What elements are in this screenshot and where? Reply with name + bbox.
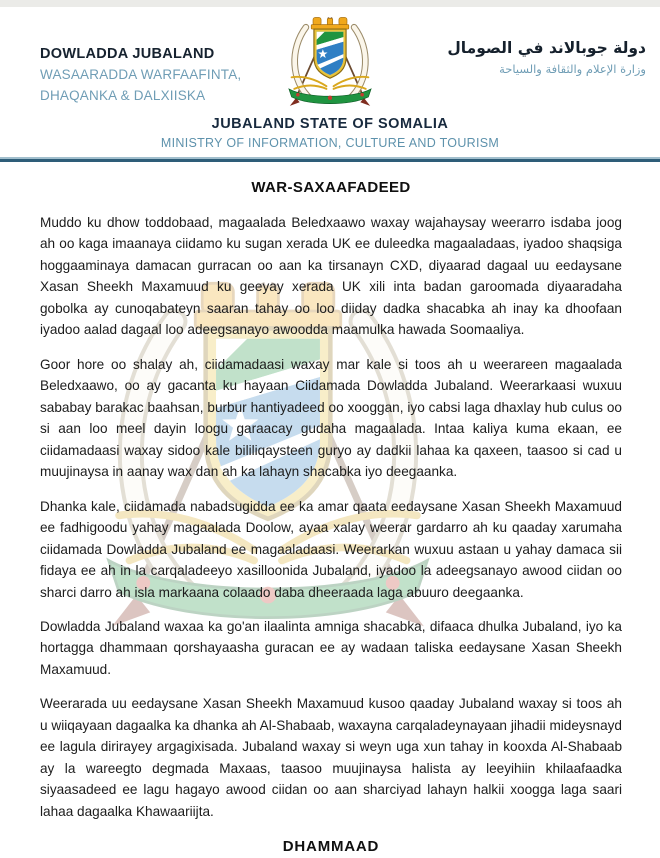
paragraph-2: Goor hore oo shalay ah, ciidamadaasi waxay mar kale si toos ah u weerareen magaalada Beledxaawo, oo ay gacanta ku hayaan Ciidamada Dowladda Jubaland. Weerarkaasi wuxuu sababay barakac baahsan, burbur hantiyadeed oo xooggan, iyo cabsi laga dhaxlay hub culus oo si aan loo meel dayin loogu garaacay gudaha magaalada. Intaa kaliya kuma ekaan, ee ciidamadaasi waxay sidoo kale bililiqaysteen guryo ay dadkii lahaa ka qaxeen, taasoo si cad u muujinaysa in aanay wax dan ah ka lahayn shacabka iyo deegaanka. [40,356,622,480]
agency-ministry-line2: DHAQANKA & DALXIISKA [40,88,206,104]
agency-ministry-arabic: وزارة الإعلام والثقافة والسياحة [499,62,646,77]
agency-block-arabic [447,37,646,80]
press-release-heading: WAR-SAXAAFADEED [251,179,411,196]
paragraph-4: Dowladda Jubaland waxaa ka go'an ilaalinta amniga shacabka, difaaca dhulka Jubaland, iyo ka hortagga dhammaan qorshayaasha guracan ee ay wadaan taliska eedaysane Xasan Sheekh Maxamuud. [40,618,622,677]
agency-name-arabic: دولة جوبالاند في الصومال [447,39,646,57]
agency-ministry-line1: WASAARADDA WARFAAFINTA, [40,67,242,83]
document-body [0,162,660,855]
ministry-title: MINISTRY OF INFORMATION, CULTURE AND TOURISM [160,136,500,150]
state-title: JUBALAND STATE OF SOMALIA [211,116,449,132]
agency-name: DOWLADDA JUBALAND [40,46,215,62]
coat-of-arms-icon [274,13,386,113]
paragraph-3: Dhanka kale, ciidamada nabadsugidda ee ka amar qaata eedaysane Xasan Sheekh Maxamuud ee fadhigoodu yahay magaalada Doolow, ayaa xalay weerar gardarro ah ku qaaday xarumaha ciidamada Dowladda Jubaland ee magaaladaasi. Weerarkan wuxuu astaan u yahay damaca sii fidaya ee ah in la carqaladeeyo xasilloonida Jubaland, iyadoo la adeegsanayo awood ciidan oo sharci darro ah isla markaana colaado daba dheeraada laga abuuro deegaanka. [40,498,622,600]
agency-block-somali [40,43,241,107]
paragraph-5: Weerarada uu eedaysane Xasan Sheekh Maxamuud kusoo qaaday Jubaland waxay si toos ah u wiiqayaan dagaalka ka dhanka ah Al-Shabaab, waxayna carqaladeynayaan jihadii mideysnayd ee lagula dirirayey argagixisada. Jubaland waxay si weyn uga xun tahay in kooxda Al-Shabaab ay la wareegto degmada Maxaas, taasoo muujinaysa halista ay leeyihiin khilaafaadka siyaasadeed ee lagu hagayo awood ciidan oo aan sharciyad lahayn halkii xoogga laga saari lahaa dagaalka Khawaariijta. [40,696,622,819]
closing-dhammaad: DHAMMAAD [282,838,380,856]
letterhead [0,7,660,111]
scan-edge [0,0,660,7]
paragraph-1: Muddo ku dhow toddobaad, magaalada Beledxaawo waxay wajahaysay weerarro isdaba joog ah oo kaga imaanaya ciidamo ku sugan xerada UK ee duleedka magaaladaas, iyadoo shaqsiga hoggaaminaya damacan gurracan oo aan ka tirsanayn CXD, diyaarad dagaal uu eedaysane Xasan Sheekh Maxamuud ku geeyay xerada UK xili inta badan garoomada diyaaradaha gobolka ay cunoqabateyn saaran tahay oo loo diiday dadka shacabka ah inay ka dhoofaan iyadoo aalad dagaal loo adeegsanayo awoodda maamulka hawada Soomaaliya. [40,215,622,338]
jubaland-coat-of-arms-logo [274,13,386,113]
